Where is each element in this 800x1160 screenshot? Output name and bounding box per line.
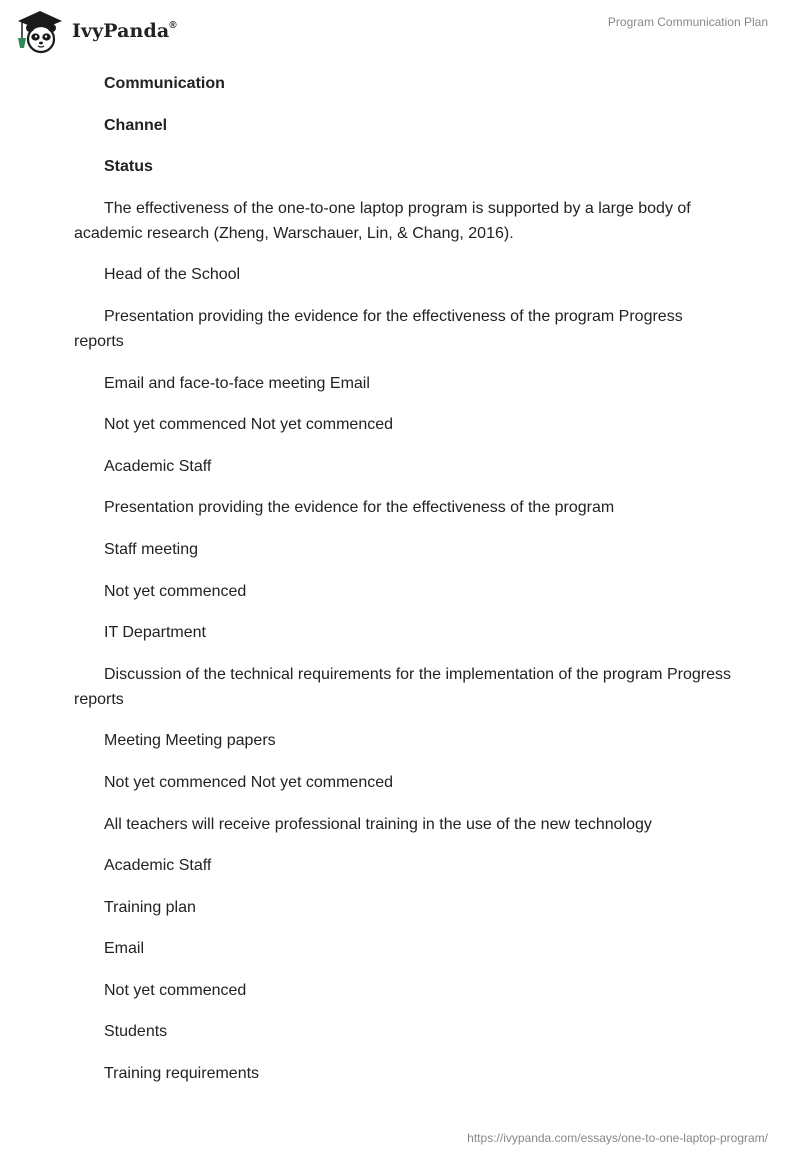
body-paragraph: Training plan — [104, 898, 196, 916]
body-paragraph: Presentation providing the evidence for the effectiveness of the program — [104, 499, 615, 517]
body-paragraph: Staff meeting — [104, 540, 198, 558]
panda-graduate-icon — [14, 8, 66, 54]
body-paragraph: Email and face-to-face meeting Email — [104, 374, 370, 392]
page-header — [0, 0, 800, 60]
running-title: Program Communication Plan — [607, 15, 768, 29]
document-body — [74, 71, 734, 1086]
body-paragraph: Not yet commenced Not yet commenced — [104, 773, 394, 791]
body-paragraph: Meeting Meeting papers — [104, 732, 276, 750]
body-paragraph: IT Department — [104, 624, 206, 642]
section-heading: Communication — [104, 75, 225, 92]
body-paragraph: Training requirements — [104, 1065, 260, 1083]
body-paragraph: The effectiveness of the one-to-one laptop program is supported by a large body of academic research (Zheng, Warschauer, Lin, & Chang, 2016). — [74, 199, 691, 242]
source-url[interactable]: https://ivypanda.com/essays/one-to-one-laptop-program/ — [467, 1131, 768, 1145]
body-paragraph: Not yet commenced — [104, 582, 247, 600]
body-paragraph: Academic Staff — [104, 857, 212, 875]
body-paragraph: Head of the School — [104, 266, 241, 284]
body-paragraph: Presentation providing the evidence for the effectiveness of the program Progress reports — [74, 307, 683, 350]
body-paragraph: Not yet commenced — [104, 981, 247, 999]
section-heading: Channel — [104, 116, 168, 134]
body-paragraph: Students — [104, 1023, 168, 1041]
body-paragraph: Academic Staff — [104, 457, 212, 475]
body-paragraph: Not yet commenced Not yet commenced — [104, 416, 394, 434]
body-paragraph: All teachers will receive professional training in the use of the new technology — [104, 815, 652, 833]
logo-wordmark: IvyPanda® — [72, 19, 177, 42]
ivypanda-logo[interactable] — [14, 8, 177, 54]
body-paragraph: Email — [104, 940, 145, 958]
section-heading: Status — [104, 158, 153, 176]
body-paragraph: Discussion of the technical requirements for the implementation of the program Progress reports — [74, 665, 731, 708]
